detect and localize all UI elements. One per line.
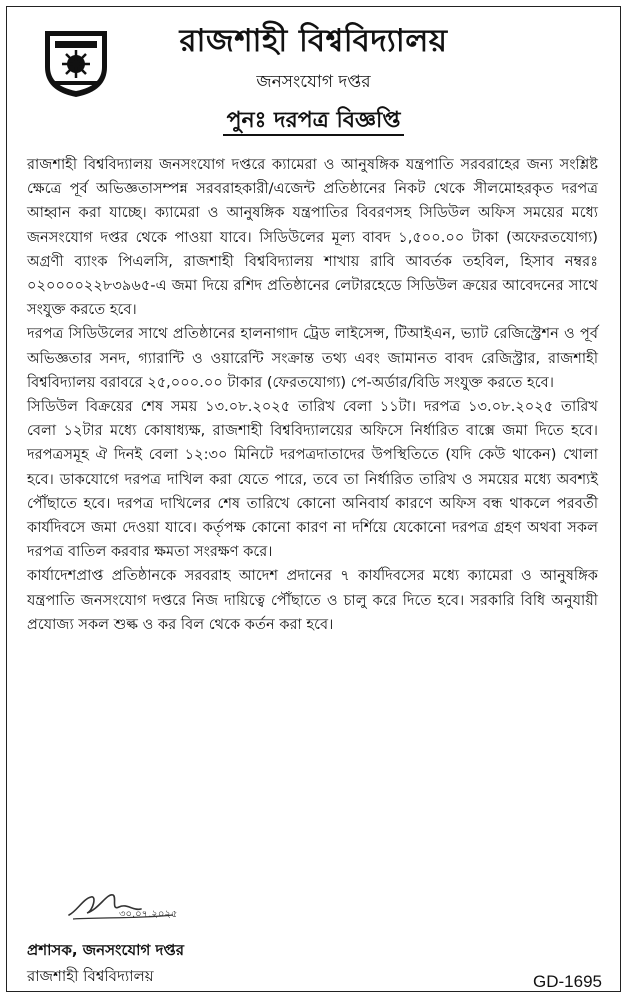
paragraph-deadline: সিডিউল বিক্রয়ের শেষ সময় ১৩.০৮.২০২৫ তারিখ বেলা ১১টা। দরপত্র ১৩.০৮.২০২৫ তারিখ বেলা ১২টার মধ্যে কোষাধ্যক্ষ, রাজশাহী বিশ্ববিদ্যালয়ের অফিসে নির্ধারিত বাক্সে জমা দিতে হবে। দরপত্রসমূহ ঐ দিনই বেলা ১২:৩০ মিনিটে দরপত্রদাতাদের উপস্থিতিতে (যদি কেউ থাকেন) খোলা হবে। ডাকযোগে দরপত্র দাখিল করা যেতে পারে, তবে তা নির্ধারিত তারিখ ও সময়ের মধ্যে অবশ্যই পৌঁছাতে হবে। দরপত্র দাখিলের শেষ তারিখে কোনো অনিবার্য কারণে অফিস বন্ধ থাকলে পরবর্তী কার্যদিবসে জমা দেওয়া যাবে। কর্তৃপক্ষ কোনো কারণ না দর্শিয়ে যেকোনো দরপত্র গ্রহণ অথবা সকল দরপত্র বাতিল করবার ক্ষমতা সংরক্ষণ করে। bbox=[27, 398, 599, 561]
notice-body bbox=[27, 153, 598, 637]
signatory-designation: প্রশাসক, জনসংযোগ দপ্তর bbox=[27, 941, 185, 959]
paragraph-delivery: কার্যাদেশপ্রাপ্ত প্রতিষ্ঠানকে সরবরাহ আদেশ প্রদানের ৭ কার্যদিবসের মধ্যে ক্যামেরা ও আনুষঙ্গিক যন্ত্রপাতি জনসংযোগ দপ্তরে নিজ দায়িত্বে পৌঁছাতে ও চালু করে দিতে হবে। সরকারি বিধি অনুযায়ী প্রযোজ্য সকল শুল্ক ও কর বিল থেকে কর্তন করা হবে। bbox=[27, 567, 598, 633]
handwritten-signature bbox=[63, 881, 203, 929]
notice-title bbox=[7, 103, 620, 140]
reference-code: GD-1695 bbox=[533, 972, 602, 991]
notice-frame bbox=[6, 6, 621, 992]
notice-header bbox=[7, 7, 620, 157]
notice-title-text: পুনঃ দরপত্র বিজ্ঞপ্তি bbox=[223, 107, 405, 136]
office-name: জনসংযোগ দপ্তর bbox=[256, 72, 371, 92]
paragraph-documents: দরপত্র সিডিউলের সাথে প্রতিষ্ঠানের হালনাগাদ ট্রেড লাইসেন্স, টিআইএন, ভ্যাট রেজিস্ট্রেশন ও পূর্ব অভিজ্ঞতার সনদ, গ্যারান্টি ও ওয়ারেন্টি সংক্রান্ত তথ্য এবং জামানত বাবদ রেজিস্ট্রার, রাজশাহী বিশ্ববিদ্যালয় বরাবরে ২৫,০০০.০০ টাকার (ফেরতযোগ্য) পে-অর্ডার/বিডি সংযুক্ত করতে হবে। bbox=[27, 325, 598, 391]
signatory-organization: রাজশাহী বিশ্ববিদ্যালয় bbox=[27, 967, 154, 985]
signature-date: ৩০.০৭.২০২৫ bbox=[119, 909, 178, 920]
paragraph-schedule: রাজশাহী বিশ্ববিদ্যালয় জনসংযোগ দপ্তরে ক্যামেরা ও আনুষঙ্গিক যন্ত্রপাতি সরবরাহের জন্য সংশ্লিষ্ট ক্ষেত্রে পূর্ব অভিজ্ঞতাসম্পন্ন সরবরাহকারী/এজেন্ট প্রতিষ্ঠানের নিকট থেকে সীলমোহরকৃত দরপত্র আহ্বান করা যাচ্ছে। ক্যামেরা ও আনুষঙ্গিক যন্ত্রপাতির বিবরণসহ সিডিউল অফিস সময়ের মধ্যে জনসংযোগ দপ্তর থেকে পাওয়া যাবে। সিডিউলের মূল্য বাবদ ১,৫০০.০০ টাকা (অফেরতযোগ্য) অগ্রণী ব্যাংক পিএলসি, রাজশাহী বিশ্ববিদ্যালয় শাখায় রাবি আবর্তক তহবিল, হিসাব নম্বরঃ ০২০০০০২২৮৩৯৬৫-এ জমা দিয়ে রশিদ প্রতিষ্ঠানের লেটারহেডে সিডিউল ক্রয়ের আবেদনের সাথে সংযুক্ত করতে হবে। bbox=[27, 156, 598, 319]
university-name: রাজশাহী বিশ্ববিদ্যালয় bbox=[179, 23, 448, 59]
